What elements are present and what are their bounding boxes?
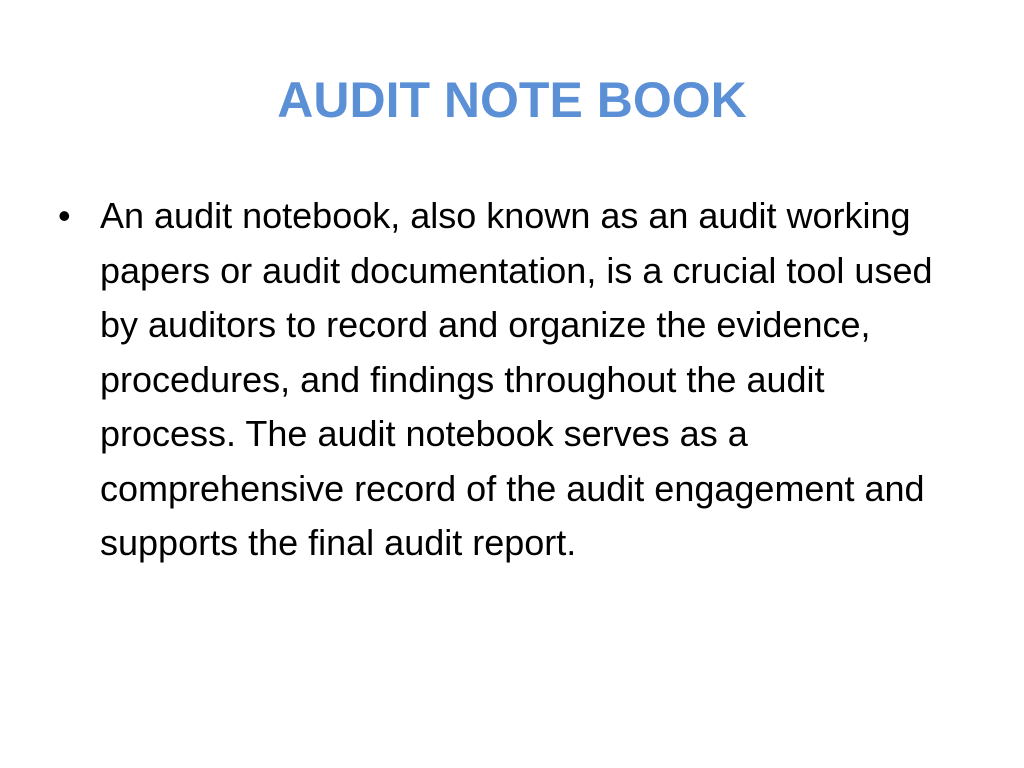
slide-title: AUDIT NOTE BOOK — [277, 72, 747, 128]
bullet-point-icon: • — [58, 195, 71, 236]
bullet-item — [58, 189, 958, 571]
bullet-list — [58, 189, 958, 571]
bullet-text: An audit notebook, also known as an audit working papers or audit documentation, is a crucial tool used by auditors to record and organize the evidence, procedures, and findings throughout the audit process. The audit notebook serves as a comprehensive record of the audit engagement and supports the final audit report. — [100, 195, 933, 563]
